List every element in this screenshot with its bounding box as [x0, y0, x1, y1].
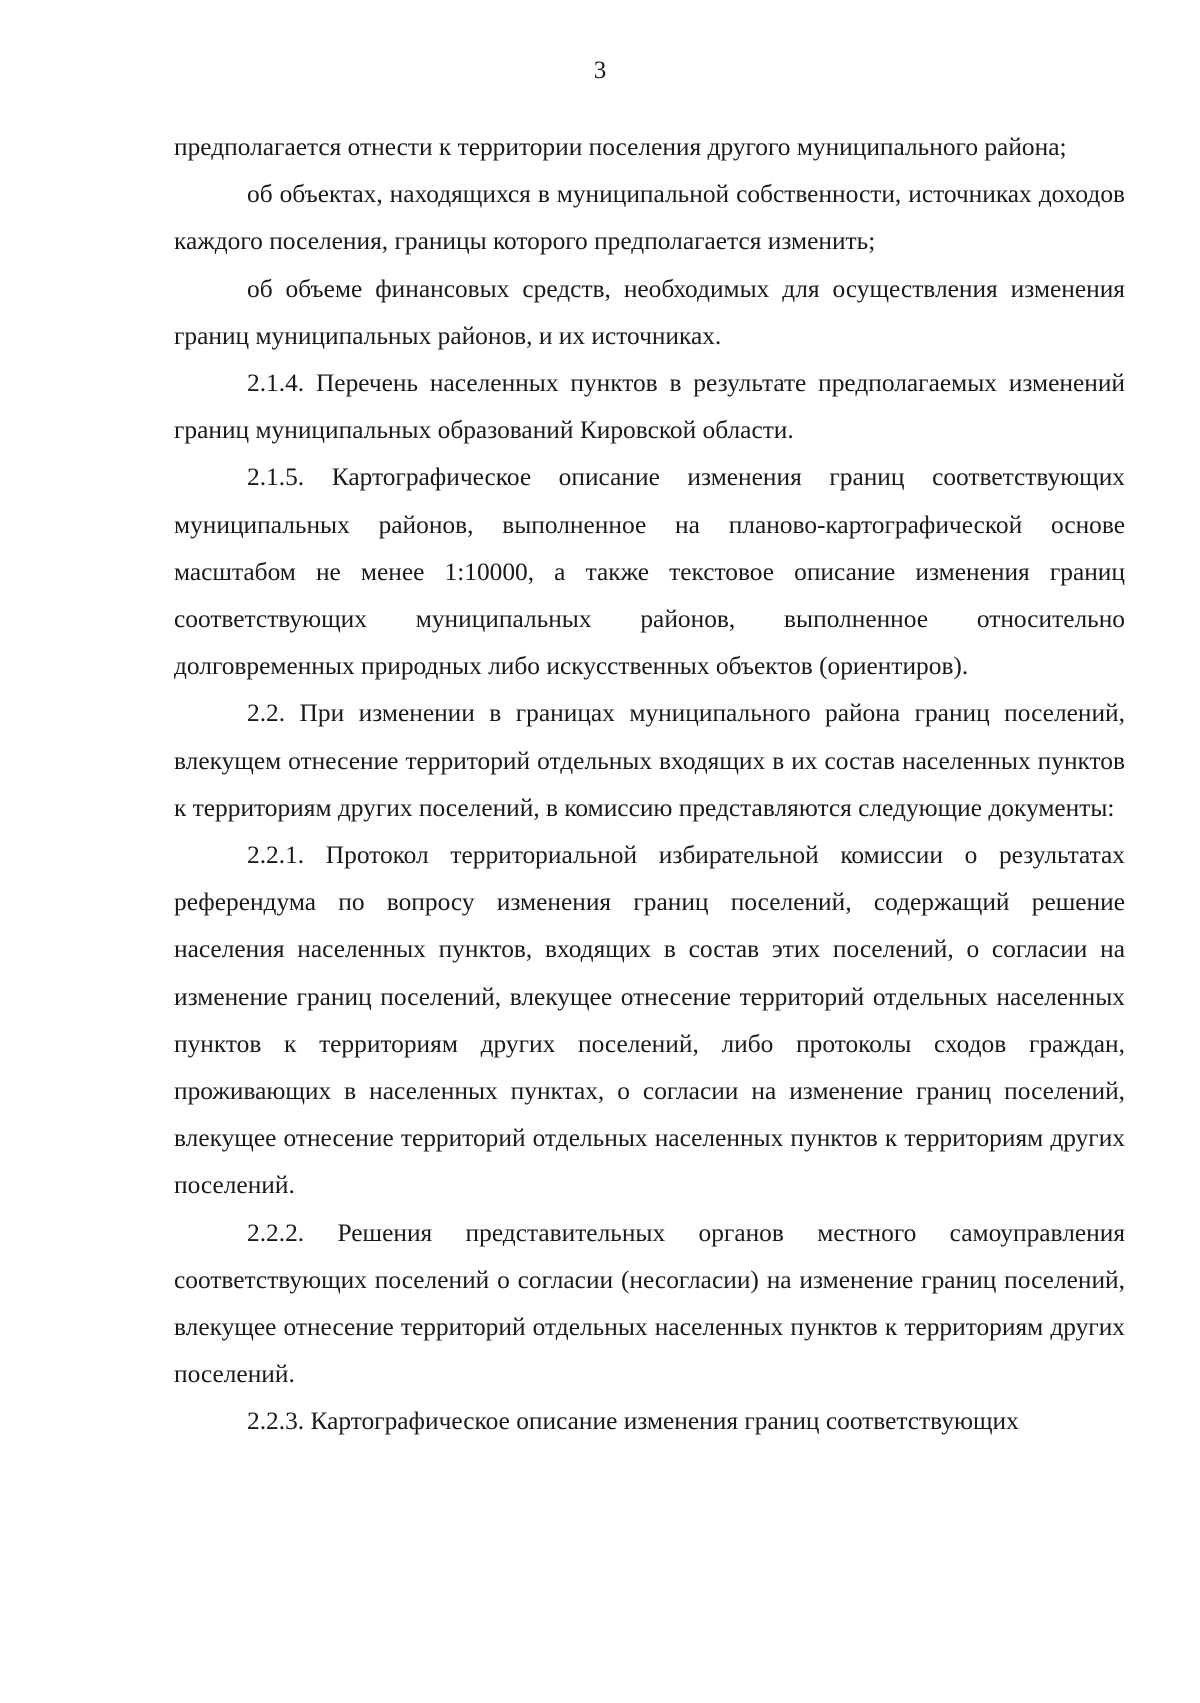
- paragraph-2-2-2: 2.2.2. Решения представительных органов местного самоуправления соответствующих поселений о согласии (несогласии) на изменение границ поселений, влекущее отнесение территорий отдельных населенных пунктов к территориям других поселений.: [174, 1218, 1125, 1389]
- paragraph-2-2: 2.2. При изменении в границах муниципального района границ поселений, влекущем отнесение территорий отдельных входящих в их состав населенных пунктов к территориям других поселений, в комиссию представляются следующие документы:: [174, 699, 1125, 822]
- paragraph-2-2-1: 2.2.1. Протокол территориальной избирательной комиссии о результатах референдума по вопросу изменения границ поселений, содержащий решение населения населенных пунктов, входящих в состав этих поселений, о согласии на изменение границ поселений, влекущее отнесение территорий отдельных населенных пунктов к территориям других поселений, либо протоколы сходов граждан, проживающих в населенных пунктах, о согласии на изменение границ поселений, влекущее отнесение территорий отдельных населенных пунктов к территориям других поселений.: [174, 841, 1125, 1200]
- paragraph-finance: об объеме финансовых средств, необходимых для осуществления изменения границ муниципальных районов, и их источниках.: [174, 274, 1125, 350]
- paragraph-objects: об объектах, находящихся в муниципальной собственности, источниках доходов каждого поселения, границы которого предполагается изменить;: [174, 180, 1125, 256]
- paragraph-2-1-5: 2.1.5. Картографическое описание изменения границ соответствующих муниципальных районов, выполненное на планово-картографической основе масштабом не менее 1:10000, а также текстовое описание изменения границ соответствующих муниципальных районов, выполненное относительно долговременных природных либо искусственных объектов (ориентиров).: [174, 463, 1125, 681]
- document-body: [174, 124, 1125, 1446]
- paragraph-2-2-3: 2.2.3. Картографическое описание изменения границ соответствующих: [247, 1407, 1019, 1436]
- paragraph-2-1-4: 2.1.4. Перечень населенных пунктов в результате предполагаемых изменений границ муниципальных образований Кировской области.: [174, 369, 1125, 445]
- paragraph-continuation: предполагается отнести к территории поселения другого муниципального района;: [174, 133, 1067, 161]
- page-number: 3: [593, 57, 607, 84]
